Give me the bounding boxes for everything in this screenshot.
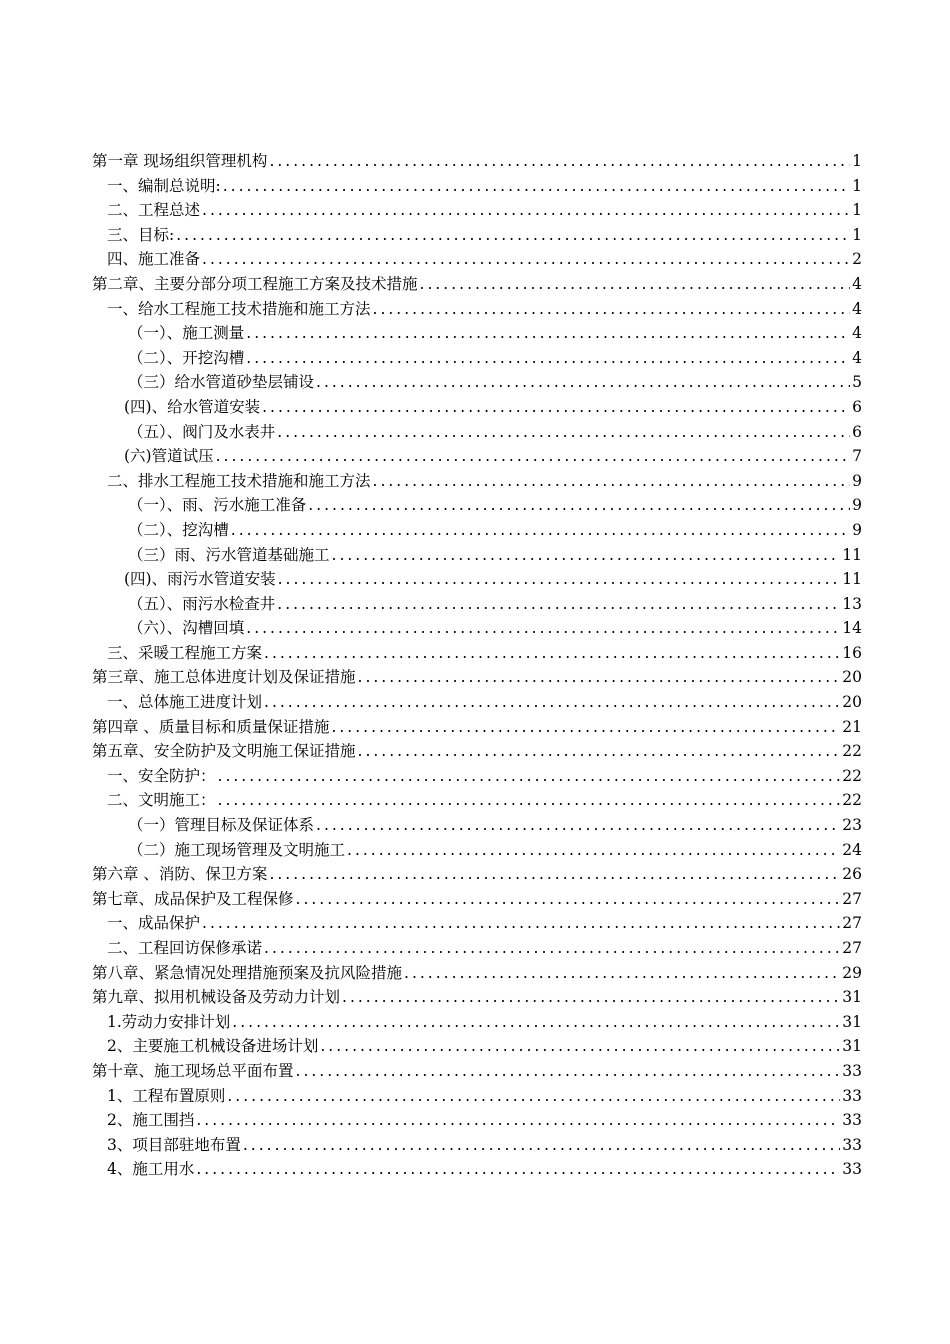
toc-entry-page-number: 1 <box>852 201 862 220</box>
toc-entry-page-number: 4 <box>852 348 862 367</box>
toc-entry[interactable] <box>92 567 862 592</box>
toc-dot-leader <box>202 198 850 223</box>
toc-entry-page-number: 16 <box>842 643 862 662</box>
toc-entry-title: 一、成品保护 <box>107 914 201 933</box>
toc-entry-page-number: 4 <box>852 274 862 293</box>
toc-entry-page-number: 11 <box>842 570 862 589</box>
toc-entry-title: 二、文明施工： <box>107 791 216 810</box>
toc-entry-page-number: 1 <box>852 152 862 170</box>
toc-dot-leader <box>264 690 840 715</box>
toc-entry[interactable] <box>92 1059 862 1084</box>
toc-entry-page-number: 2 <box>852 250 862 269</box>
toc-entry-page-number: 9 <box>852 520 862 539</box>
toc-entry-page-number: 9 <box>852 496 862 515</box>
toc-entry[interactable] <box>92 321 862 346</box>
toc-entry-title: 四、施工准备 <box>107 250 201 269</box>
toc-dot-leader <box>277 420 850 445</box>
toc-entry-title: （六）、沟槽回填 <box>128 619 245 638</box>
toc-entry[interactable] <box>92 715 862 740</box>
toc-dot-leader <box>216 444 851 469</box>
toc-entry-title: 一、给水工程施工技术措施和施工方法 <box>107 299 371 318</box>
toc-entry[interactable] <box>92 272 862 297</box>
toc-dot-leader <box>347 838 840 863</box>
toc-entry-page-number: 33 <box>842 1135 862 1154</box>
toc-entry[interactable] <box>92 739 862 764</box>
toc-dot-leader <box>264 641 840 666</box>
toc-entry-page-number: 33 <box>842 1160 862 1179</box>
toc-entry-page-number: 14 <box>842 619 862 638</box>
toc-entry[interactable] <box>92 1157 862 1182</box>
toc-dot-leader <box>308 493 850 518</box>
toc-dot-leader <box>358 665 841 690</box>
toc-entry-title: （五）、阀门及水表井 <box>128 422 276 441</box>
toc-entry-page-number: 22 <box>842 742 862 761</box>
toc-entry[interactable] <box>92 247 862 272</box>
toc-entry-title: (四)、雨污水管道安装 <box>124 570 276 589</box>
toc-dot-leader <box>358 739 841 764</box>
toc-entry[interactable] <box>92 616 862 641</box>
toc-dot-leader <box>231 518 850 543</box>
toc-entry-title: (四)、给水管道安装 <box>124 397 261 416</box>
toc-entry[interactable] <box>92 911 862 936</box>
toc-entry-page-number: 27 <box>842 889 862 908</box>
toc-entry-title: （一）、施工测量 <box>128 324 245 343</box>
toc-dot-leader <box>296 1059 841 1084</box>
toc-entry[interactable] <box>92 346 862 371</box>
toc-entry-page-number: 22 <box>842 791 862 810</box>
toc-entry[interactable] <box>92 641 862 666</box>
toc-entry[interactable] <box>92 936 862 961</box>
toc-dot-leader <box>246 321 850 346</box>
toc-dot-leader <box>176 223 850 248</box>
toc-entry[interactable] <box>92 297 862 322</box>
toc-dot-leader <box>246 346 850 371</box>
toc-entry-title: 第五章、安全防护及文明施工保证措施 <box>92 742 356 761</box>
toc-entry[interactable] <box>92 961 862 986</box>
toc-entry-page-number: 5 <box>852 373 862 392</box>
toc-dot-leader <box>218 764 841 789</box>
toc-entry-page-number: 4 <box>852 299 862 318</box>
toc-entry[interactable] <box>92 813 862 838</box>
toc-dot-leader <box>420 272 851 297</box>
toc-entry-title: 第六章 、消防、保卫方案 <box>92 865 268 884</box>
toc-dot-leader <box>278 567 841 592</box>
toc-entry[interactable] <box>92 1084 862 1109</box>
toc-entry-title: 2、施工围挡 <box>107 1111 195 1130</box>
toc-dot-leader <box>373 469 851 494</box>
toc-entry[interactable] <box>92 1010 862 1035</box>
toc-dot-leader <box>332 543 841 568</box>
toc-dot-leader <box>342 985 840 1010</box>
toc-dot-leader <box>316 370 850 395</box>
toc-entry-title: （二）、开挖沟槽 <box>128 348 245 367</box>
toc-entry-title: （三）给水管道砂垫层铺设 <box>128 373 315 392</box>
toc-entry-page-number: 31 <box>842 1037 862 1056</box>
toc-entry-title: 一、编制总说明: <box>107 176 221 195</box>
toc-entry[interactable] <box>92 788 862 813</box>
toc-entry[interactable] <box>92 223 862 248</box>
toc-entry[interactable] <box>92 469 862 494</box>
toc-entry[interactable] <box>92 592 862 617</box>
toc-entry[interactable] <box>92 1133 862 1158</box>
toc-entry[interactable] <box>92 838 862 863</box>
toc-entry-page-number: 11 <box>842 545 862 564</box>
toc-entry-title: 一、安全防护： <box>107 766 216 785</box>
toc-entry-page-number: 33 <box>842 1061 862 1080</box>
toc-entry[interactable] <box>92 887 862 912</box>
toc-entry[interactable] <box>92 174 862 199</box>
toc-entry-title: （一）管理目标及保证体系 <box>128 816 315 835</box>
toc-entry-title: 第九章、拟用机械设备及劳动力计划 <box>92 988 341 1007</box>
toc-entry[interactable] <box>92 1108 862 1133</box>
toc-entry-page-number: 20 <box>842 668 862 687</box>
toc-entry[interactable] <box>92 198 862 223</box>
toc-dot-leader <box>277 592 840 617</box>
toc-entry-page-number: 26 <box>842 865 862 884</box>
toc-entry-title: （二）施工现场管理及文明施工 <box>128 840 346 859</box>
toc-entry-page-number: 31 <box>842 1012 862 1031</box>
toc-entry-page-number: 31 <box>842 988 862 1007</box>
table-of-contents <box>92 149 862 1182</box>
toc-dot-leader <box>223 174 850 199</box>
toc-dot-leader <box>262 395 850 420</box>
toc-entry-title: 第七章、成品保护及工程保修 <box>92 889 294 908</box>
toc-entry[interactable] <box>92 420 862 445</box>
toc-entry-title: 二、工程回访保修承诺 <box>107 939 263 957</box>
toc-dot-leader <box>232 1010 840 1035</box>
toc-dot-leader <box>264 936 840 961</box>
toc-dot-leader <box>218 788 841 813</box>
toc-entry[interactable] <box>92 370 862 395</box>
toc-dot-leader <box>243 1133 840 1158</box>
toc-dot-leader <box>296 887 841 912</box>
toc-entry[interactable] <box>92 690 862 715</box>
toc-entry-title: 第一章 现场组织管理机构 <box>92 152 268 170</box>
toc-entry-title: 二、排水工程施工技术措施和施工方法 <box>107 471 371 490</box>
toc-dot-leader <box>202 247 850 272</box>
toc-entry-page-number: 6 <box>852 422 862 441</box>
toc-entry-title: 三、目标: <box>107 225 175 244</box>
toc-entry[interactable] <box>92 395 862 420</box>
toc-entry[interactable] <box>92 493 862 518</box>
toc-entry-title: 1、工程布置原则 <box>107 1086 226 1105</box>
toc-entry-title: 三、采暖工程施工方案 <box>107 643 263 662</box>
toc-entry-page-number: 33 <box>842 1111 862 1130</box>
toc-dot-leader <box>331 715 840 740</box>
toc-entry-page-number: 21 <box>842 717 862 736</box>
toc-entry-page-number: 27 <box>842 939 862 957</box>
toc-entry-title: 一、总体施工进度计划 <box>107 693 263 712</box>
toc-dot-leader <box>227 1084 840 1109</box>
toc-entry[interactable] <box>92 1034 862 1059</box>
toc-entry-title: 4、施工用水 <box>107 1160 195 1179</box>
toc-entry-page-number: 4 <box>852 324 862 343</box>
toc-dot-leader <box>373 297 851 322</box>
toc-entry-page-number: 1 <box>852 176 862 195</box>
toc-entry-title: （一）、雨、污水施工准备 <box>128 496 307 515</box>
toc-entry-title: （五）、雨污水检查井 <box>128 594 276 613</box>
toc-entry[interactable] <box>92 518 862 543</box>
toc-dot-leader <box>196 1108 840 1133</box>
toc-entry[interactable] <box>92 149 862 174</box>
toc-entry-page-number: 1 <box>852 225 862 244</box>
toc-entry-page-number: 7 <box>852 447 862 466</box>
toc-entry[interactable] <box>92 665 862 690</box>
toc-entry-title: （三）雨、污水管道基础施工 <box>128 545 330 564</box>
toc-entry-title: 3、项目部驻地布置 <box>107 1135 241 1154</box>
toc-dot-leader <box>246 616 840 641</box>
toc-entry[interactable] <box>92 764 862 789</box>
toc-dot-leader <box>196 1157 840 1182</box>
toc-dot-leader <box>404 961 840 986</box>
toc-entry[interactable] <box>92 444 862 469</box>
toc-entry-title: (六)管道试压 <box>124 447 214 466</box>
toc-entry-page-number: 33 <box>842 1086 862 1105</box>
toc-entry-title: 二、工程总述 <box>107 201 201 220</box>
toc-entry-title: 1.劳动力安排计划 <box>107 1012 231 1031</box>
toc-entry-page-number: 24 <box>842 840 862 859</box>
toc-entry-title: 第八章、紧急情况处理措施预案及抗风险措施 <box>92 963 403 982</box>
toc-entry[interactable] <box>92 543 862 568</box>
toc-entry-title: 第四章 、质量目标和质量保证措施 <box>92 717 330 736</box>
toc-entry-page-number: 13 <box>842 594 862 613</box>
toc-entry-title: 2、主要施工机械设备进场计划 <box>107 1037 319 1056</box>
toc-entry-title: 第三章、施工总体进度计划及保证措施 <box>92 668 356 687</box>
toc-dot-leader <box>202 911 840 936</box>
toc-entry-page-number: 6 <box>852 397 862 416</box>
toc-entry-page-number: 27 <box>842 914 862 933</box>
toc-entry-page-number: 23 <box>842 816 862 835</box>
toc-entry-title: 第十章、施工现场总平面布置 <box>92 1061 294 1080</box>
toc-entry-title: （二）、挖沟槽 <box>128 520 229 539</box>
toc-entry-page-number: 20 <box>842 693 862 712</box>
toc-dot-leader <box>320 1034 840 1059</box>
toc-dot-leader <box>269 862 840 887</box>
toc-entry[interactable] <box>92 985 862 1010</box>
toc-entry[interactable] <box>92 862 862 887</box>
toc-dot-leader <box>316 813 840 838</box>
toc-entry-page-number: 22 <box>842 766 862 785</box>
toc-entry-page-number: 29 <box>842 963 862 982</box>
toc-entry-title: 第二章、主要分部分项工程施工方案及技术措施 <box>92 274 418 293</box>
toc-dot-leader <box>269 149 850 174</box>
toc-entry-page-number: 9 <box>852 471 862 490</box>
